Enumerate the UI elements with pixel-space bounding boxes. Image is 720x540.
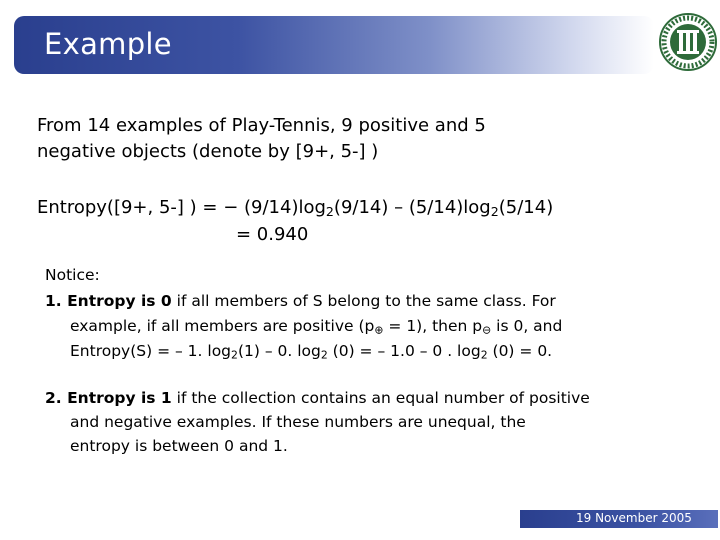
university-seal-icon [659,13,717,71]
intro-line-1: From 14 examples of Play-Tennis, 9 positive and 5 [37,115,486,136]
text-span: is 0, and [491,317,563,335]
entropy-rhs-b: (9/14) – (5/14)log [333,197,491,218]
intro-line-2: negative objects (denote by [9+, 5-] ) [37,141,379,162]
notice-item-2-lead: 2. Entropy is 1 [45,389,172,407]
text-span: example, if all members are positive (p [70,317,375,335]
entropy-formula [37,196,553,220]
notice-item-1-lead: 1. Entropy is 0 [45,292,172,310]
text-span: (0) = 0. [487,342,553,360]
text-span: = 1), then p [383,317,483,335]
text-span: Entropy(S) = – 1. log [70,342,232,360]
notice-item-2-line-1 [45,387,590,409]
entropy-rhs-c: (5/14) [498,197,554,218]
notice-item-2-line-3: entropy is between 0 and 1. [70,437,288,455]
footer-date: 19 November 2005 [576,511,692,525]
slide-title: Example [44,27,172,61]
notice-item-1-line-2 [70,315,562,337]
notice-item-1-line-1 [45,290,556,312]
notice-item-2-rest: if the collection contains an equal number of positive [171,389,590,407]
notice-item-1-rest: if all members of S belong to the same class. For [171,292,556,310]
notice-item-2-line-2: and negative examples. If these numbers are unequal, the [70,413,526,431]
text-span: (1) – 0. log [237,342,321,360]
notice-heading: Notice: [45,266,100,284]
log-base: 2 [480,348,488,362]
minus-symbol: ⊖ [482,323,492,337]
entropy-rhs-a: = − (9/14)log [196,197,326,218]
text-span: (0) = – 1.0 – 0 . log [327,342,481,360]
log-base: 2 [325,204,334,220]
plus-symbol: ⊕ [374,323,384,337]
log-base: 2 [320,348,328,362]
notice-item-1-line-3 [70,340,552,362]
log-base: 2 [231,348,238,362]
entropy-result: = 0.940 [236,224,309,245]
log-base: 2 [490,204,499,220]
entropy-lhs: Entropy([9+, 5-] ) [37,197,197,218]
